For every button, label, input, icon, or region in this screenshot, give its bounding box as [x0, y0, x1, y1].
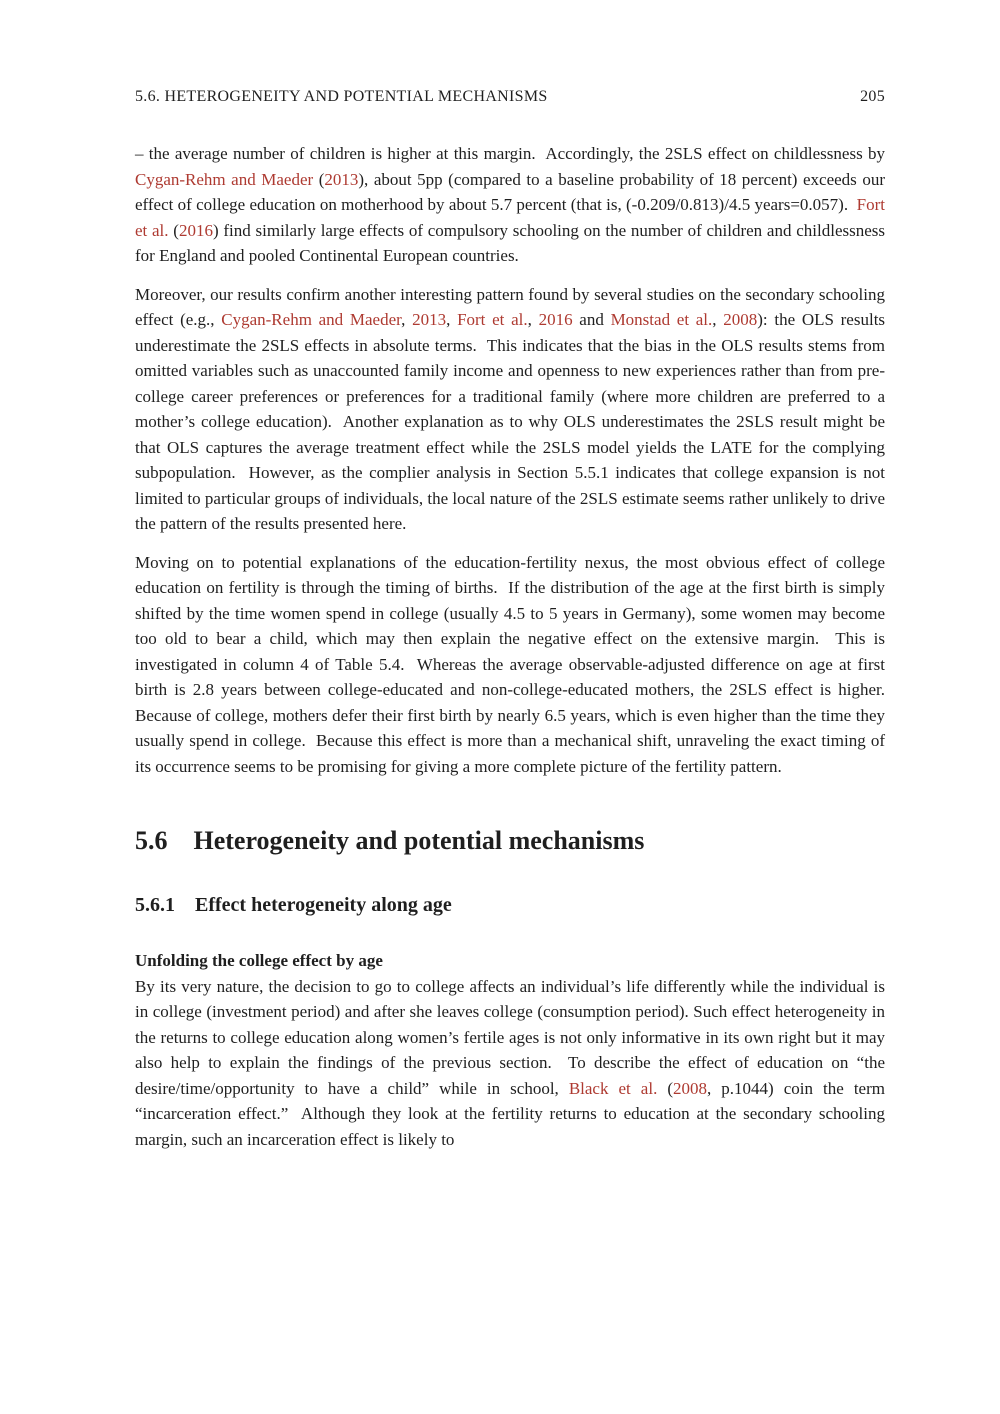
text-run: Moreover, our results confirm another interesting pattern found by several studies on the secondary schooling effect (e.g.,	[135, 284, 890, 329]
text-run: Moving on to potential explanations of the education-fertility nexus, the most obvious effect of college education on fertility is through the timing of births. If the distribution of the age at the first birth is simply shifted by the time women spend in college (usually 4.5 to 5 years in Germany), some women may become too old to bear a child, which may then explain the negative effect on the extensive margin. This is investigated in column 4 of Table 5.4. Whereas the average observable-adjusted difference on age at first birth is 2.8 years between college-educated and non-college-educated mothers, the 2SLS effect is higher. Because of college, mothers defer their first birth by nearly 6.5 years, which is even higher than the time they usually spend in college. Because this effect is more than a mechanical shift, unraveling the exact timing of its occurrence seems to be promising for giving a more complete picture of the fertility pattern.	[135, 552, 894, 776]
text-run: ) find similarly large effects of compulsory schooling on the number of children and childlessness for England and pooled Continental European countries.	[135, 220, 890, 265]
citation-link[interactable]: Cygan-Rehm and Maeder	[135, 169, 314, 189]
citation-link[interactable]: Monstad et al.	[610, 310, 713, 329]
text-run: and	[572, 310, 611, 329]
citation-link[interactable]: Fort et al.	[135, 195, 890, 240]
text-run: ,	[712, 310, 724, 329]
text-run: , p.1044) coin the term “incarceration effect.” Although they look at the fertility returns to education at the secondary schooling margin, such an incarceration effect is likely to	[135, 1078, 890, 1149]
section-title: Heterogeneity and potential mechanisms	[193, 826, 645, 855]
section-heading	[135, 825, 885, 856]
citation-link[interactable]: Black et al.	[568, 1078, 658, 1098]
text-run: ,	[527, 310, 539, 329]
text-run: – the average number of children is higher at this margin. Accordingly, the 2SLS effect on childlessness by	[135, 144, 890, 163]
section-number: 5.6	[135, 826, 168, 855]
subsection-heading	[135, 893, 885, 917]
paragraph	[135, 550, 894, 780]
text-run: (	[168, 220, 179, 240]
citation-link[interactable]: Cygan-Rehm and Maeder	[221, 310, 402, 329]
text-run: By its very nature, the decision to go to college affects an individual’s life differently while the individual is in college (investment period) and after she leaves college (consumption period). Such effect heterogeneity in the returns to college education along women’s fertile ages is not only informative in its own right but it may also help to explain the findings of the previous section. To describe the effect of education on “the desire/time/opportunity to have a child” while in school,	[135, 976, 890, 1098]
text-run: ): the OLS results underestimate the 2SLS effects in absolute terms. This indicates that the bias in the OLS results stems from omitted variables such as unaccounted family income and openness to new experiences rather than from pre-college career preferences or preferences for a traditional family (where more children are preferred to a mother’s college education). Another explanation as to why OLS underestimates the 2SLS result might be that OLS captures the average treatment effect while the 2SLS model yields the LATE for the complying subpopulation. However, as the complier analysis in Section 5.5.1 indicates that college expansion is not limited to particular groups of individuals, the local nature of the 2SLS estimate seems rather unlikely to drive the pattern of the results presented here.	[135, 310, 890, 533]
text-run: (	[313, 169, 325, 189]
text-run: (	[657, 1078, 674, 1098]
text-run: ,	[401, 310, 413, 329]
citation-link[interactable]: 2013	[412, 310, 447, 329]
citation-link[interactable]: Fort et al.	[457, 310, 528, 329]
paragraph	[135, 141, 890, 269]
running-header-title: 5.6. HETEROGENEITY AND POTENTIAL MECHANISMS	[135, 88, 548, 105]
citation-link[interactable]: 2016	[538, 310, 573, 329]
page-number: 205	[860, 88, 885, 105]
citation-link[interactable]: 2016	[178, 220, 213, 240]
paragraph-heading: Unfolding the college effect by age	[135, 951, 383, 971]
running-header	[135, 88, 885, 106]
citation-link[interactable]: 2008	[723, 310, 758, 329]
citation-link[interactable]: 2013	[324, 169, 359, 189]
paragraph	[135, 974, 890, 1153]
citation-link[interactable]: 2008	[673, 1078, 708, 1098]
paragraph	[135, 282, 890, 537]
page-body	[135, 141, 894, 1152]
text-run: ,	[446, 310, 458, 329]
subsection-title: Effect heterogeneity along age	[195, 894, 452, 917]
text-run: ), about 5pp (compared to a baseline probability of 18 percent) exceeds our effect of college education on motherhood by about 5.7 percent (that is, (-0.209/0.813)/4.5 years=0.057).	[135, 169, 890, 214]
subsection-number: 5.6.1	[135, 894, 175, 917]
